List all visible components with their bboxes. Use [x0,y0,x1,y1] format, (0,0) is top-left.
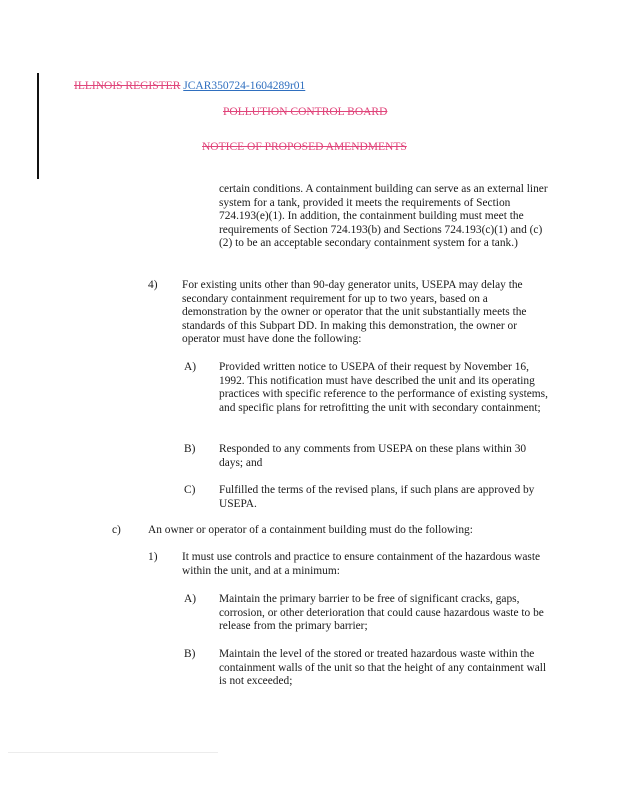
item-1-text: It must use controls and practice to ensure containment of the hazardous waste within the unit, and at a minimum: [182,551,541,577]
item-1-b-label: B) [184,648,196,660]
item-4-c-label: C) [184,484,196,496]
continuation-paragraph: certain conditions. A containment building can serve as an external liner system for a tank, provided it meets the requirements of Section 724.193(e)(1). In addition, the containment building must meet the requirements of Section 724.193(b) and Sections 724.193(c)(1) and (c)(2) to be an acceptable secondary containment system for a tank.) [219,183,548,250]
item-1-a-label: A) [184,593,197,605]
item-4-b-text: Responded to any comments from USEPA on these plans within 30 days; and [219,443,527,469]
item-4-number: 4) [148,279,158,291]
item-4-a-label: A) [184,361,197,373]
register-id-inserted: JCAR350724-1604289r01 [183,80,306,92]
item-1-a-text: Maintain the primary barrier to be free of significant cracks, gaps, corrosion, or other deterioration that could cause hazardous waste to be release from the primary barrier; [219,593,544,633]
board-header-deleted: POLLUTION CONTROL BOARD [223,106,388,118]
revision-change-bar [37,73,39,179]
item-4-a-text: Provided written notice to USEPA of their request by November 16, 1992. This notification must have described the unit and its operating practices with specific reference to the performance of existing systems, and specific plans for retrofitting the unit with secondary containment; [219,361,548,414]
item-1-number: 1) [148,551,158,563]
item-1-b-text: Maintain the level of the stored or treated hazardous waste within the containment walls of the unit so that the height of any containment wall is not exceeded; [219,648,547,688]
footer-divider [8,752,218,753]
item-4-text: For existing units other than 90-day generator units, USEPA may delay the secondary containment requirement for up to two years, based on a demonstration by the owner or operator that the unit substantially meets the standards of this Subpart DD. In making this demonstration, the owner or operator must have done the following: [182,279,527,346]
register-title-deleted: ILLINOIS REGISTER [74,80,181,92]
register-header [74,79,305,93]
section-c-label: c) [112,524,121,536]
item-4-c-text: Fulfilled the terms of the revised plans, if such plans are approved by USEPA. [219,484,535,510]
section-c-text: An owner or operator of a containment building must do the following: [148,524,473,536]
notice-header-deleted: NOTICE OF PROPOSED AMENDMENTS [202,141,407,153]
item-4-b-label: B) [184,443,196,455]
